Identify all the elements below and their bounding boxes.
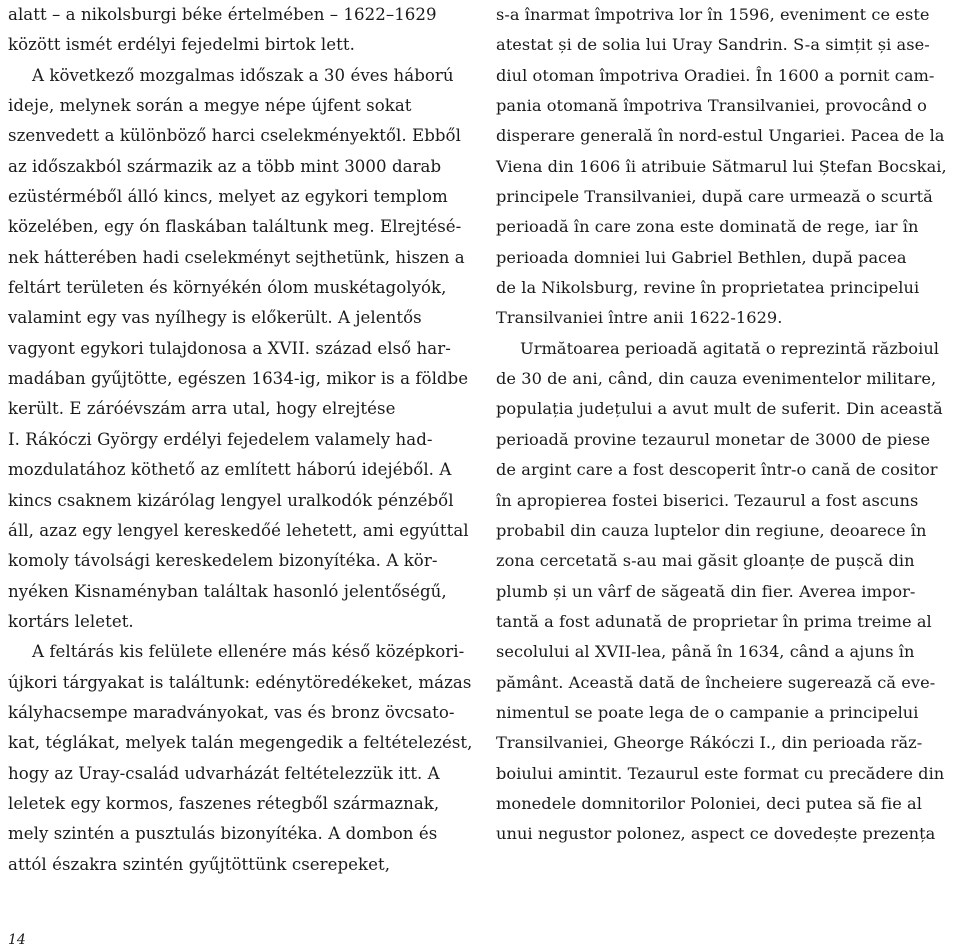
text-line: ideje, melynek során a megye népe újfent sokat (8, 96, 412, 116)
text-line: került. E záróévszám arra utal, hogy elrejtése (8, 399, 396, 419)
text-line: tantă a fost adunată de proprietar în prima treime al (496, 611, 932, 631)
text-line: Transilvaniei între anii 1622-1629. (496, 308, 783, 328)
hungarian-text-column (8, 0, 473, 880)
text-line: de argint care a fost descoperit într-o cană de cositor (496, 460, 938, 480)
text-line: nimentul se poate lega de o campanie a principelui (496, 702, 919, 722)
paragraph-start-line: A feltárás kis felülete ellenére más késő középkori- (32, 642, 465, 662)
text-line: valamint egy vas nyílhegy is előkerült. A jelentős (8, 308, 422, 328)
text-line: leletek egy kormos, faszenes rétegből származnak, (8, 793, 440, 813)
text-line: în apropierea fostei biserici. Tezaurul a fost ascuns (496, 490, 919, 510)
text-line: unui negustor polonez, aspect ce dovedește prezența (496, 824, 936, 844)
text-line: de 30 de ani, când, din cauza evenimentelor militare, (496, 369, 937, 389)
text-line: kincs csaknem kizárólag lengyel uralkodók pénzéből (8, 490, 454, 510)
text-line: az időszakból származik az a több mint 3000 darab (8, 156, 442, 176)
paragraph-start-line: Următoarea perioadă agitată o reprezintă războiul (520, 338, 940, 358)
text-line: pania otomană împotriva Transilvaniei, provocând o (496, 96, 927, 116)
text-line: secolului al XVII-lea, până în 1634, când a ajuns în (496, 642, 915, 662)
text-line: kortárs leletet. (8, 611, 134, 631)
text-line: újkori tárgyakat is találtunk: edénytöredékeket, mázas (8, 672, 472, 692)
text-line: kat, téglákat, melyek talán megengedik a feltételezést, (8, 733, 473, 753)
text-line: de la Nikolsburg, revine în proprietatea principelui (496, 278, 920, 298)
romanian-text-column (496, 0, 958, 850)
text-line: alatt – a nikolsburgi béke értelmében – 1622–1629 (8, 5, 437, 24)
text-line: atestat și de solia lui Uray Sandrin. S-a simțit și ase- (496, 35, 930, 55)
text-line: komoly távolsági kereskedelem bizonyítéka. A kör- (8, 551, 438, 571)
text-line: populația județului a avut mult de suferit. Din această (496, 399, 943, 419)
text-line: áll, azaz egy lengyel kereskedőé lehetett, ami egyúttal (8, 520, 469, 540)
text-line: diul otoman împotriva Oradiei. În 1600 a pornit cam- (496, 65, 935, 85)
text-line: közelében, egy ón flaskában találtunk meg. Elrejtésé- (8, 217, 462, 237)
text-line: probabil din cauza luptelor din regiune, deoarece în (496, 520, 927, 540)
text-line: perioadă în care zona este dominată de rege, iar în (496, 217, 919, 237)
text-line: ezüstérméből álló kincs, melyet az egykori templom (8, 187, 448, 207)
text-line: Viena din 1606 îi atribuie Sătmarul lui Ștefan Bocskai, (496, 156, 947, 176)
text-line: boiului amintit. Tezaurul este format cu precădere din (496, 763, 945, 783)
text-line: zona cercetată s-au mai găsit gloanțe de pușcă din (496, 551, 915, 571)
text-line: Transilvaniei, Gheorge Rákóczi I., din perioada răz- (496, 733, 923, 753)
paragraph-start-line: A következő mozgalmas időszak a 30 éves háború (32, 65, 454, 85)
text-line: hogy az Uray-család udvarházát feltételezzük itt. A (8, 763, 440, 783)
text-line: perioada domniei lui Gabriel Bethlen, după pacea (496, 247, 907, 267)
text-line: mely szintén a pusztulás bizonyítéka. A dombon és (8, 824, 438, 844)
text-line: plumb și un vârf de săgeată din fier. Averea impor- (496, 581, 916, 601)
text-line: monedele domnitorilor Poloniei, deci putea să fie al (496, 793, 922, 813)
text-line: madában gyűjtötte, egészen 1634-ig, mikor is a földbe (8, 369, 469, 389)
text-line: s-a înarmat împotriva lor în 1596, eveniment ce este (496, 5, 930, 24)
text-line: I. Rákóczi György erdélyi fejedelem valamely had- (8, 429, 433, 449)
text-line: feltárt területen és környékén ólom muskétagolyók, (8, 278, 447, 298)
text-line: nyéken Kisnaményban találtak hasonló jelentőségű, (8, 581, 447, 601)
page-number: 14 (8, 932, 26, 948)
text-line: szenvedett a különböző harci cselekményektől. Ebből (8, 126, 461, 146)
text-line: nek hátterében hadi cselekményt sejthetünk, hiszen a (8, 247, 465, 267)
text-line: perioadă provine tezaurul monetar de 3000 de piese (496, 429, 931, 449)
text-line: vagyont egykori tulajdonosa a XVII. század első har- (8, 338, 451, 358)
text-line: attól északra szintén gyűjtöttünk cserepeket, (8, 854, 391, 874)
text-line: disperare generală în nord-estul Ungariei. Pacea de la (496, 126, 945, 146)
text-line: kályhacsempe maradványokat, vas és bronz övcsato- (8, 702, 455, 722)
text-line: pământ. Această dată de încheiere sugerează că eve- (496, 672, 936, 692)
text-line: között ismét erdélyi fejedelmi birtok lett. (8, 35, 355, 55)
text-line: principele Transilvaniei, după care urmează o scurtă (496, 187, 933, 207)
text-line: mozdulatához köthető az említett háború idejéből. A (8, 460, 452, 480)
